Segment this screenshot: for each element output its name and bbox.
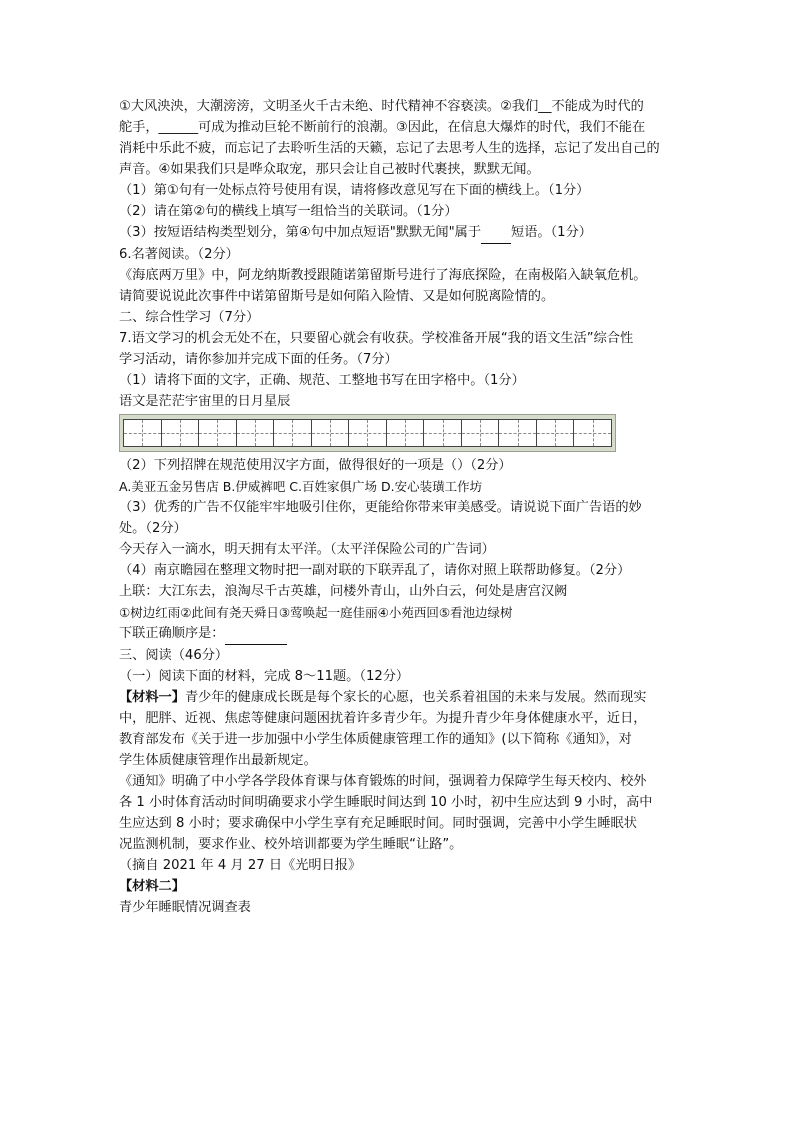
tianzige-cell[interactable] bbox=[462, 420, 500, 446]
tianzige-cell[interactable] bbox=[124, 420, 162, 446]
tianzige-cell[interactable] bbox=[199, 420, 237, 446]
tianzige-cell[interactable] bbox=[274, 420, 312, 446]
intro-line-3: 消耗中乐此不疲，而忘记了去聆听生活的天籁，忘记了去思考人生的选择，忘记了发出自己的 bbox=[119, 141, 660, 156]
q5-sub3-answer-blank[interactable] bbox=[481, 222, 511, 244]
ad-slogan: 今天存入一滴水，明天拥有太平洋。（太平洋保险公司的广告词） bbox=[119, 542, 495, 557]
material1-label: 【材料一】 bbox=[119, 690, 185, 705]
q7-sub4: （4）南京瞻园在整理文物时把一副对联的下联弄乱了，请你对照上联帮助修复。（2分） bbox=[119, 563, 631, 578]
notice-line-2: 各 1 小时体育活动时间明确要求小学生睡眠时间达到 10 小时，初中生应达到 9 小时，高中 bbox=[119, 795, 653, 810]
section2-heading: 二、综合性学习（7分） bbox=[119, 310, 260, 325]
survey-table-title: 青少年睡眠情况调查表 bbox=[119, 900, 251, 915]
q7-sub3-line-1: （3）优秀的广告不仅能牢牢地吸引住你，更能给你带来审美感受。请说说下面广告语的妙 bbox=[119, 500, 642, 515]
notice-line-3: 生应达到 8 小时；要求确保中小学生享有充足睡眠时间。同时强调，完善中小学生睡眠状 bbox=[119, 816, 637, 831]
section3-heading: 三、阅读（46分） bbox=[119, 648, 229, 663]
couplet-answer-blank[interactable] bbox=[225, 623, 287, 645]
tianzige-grid-frame bbox=[119, 414, 616, 452]
q7-line-1: 7.语文学习的机会无处不在，只要留心就会有收获。学校准备开展“我的语文生活”综合性 bbox=[119, 331, 634, 346]
q7-sub2-options: A.美亚五金另售店 B.伊威裤吧 C.百姓家俱广场 D.安心装璜工作坊 bbox=[119, 479, 483, 494]
q5-sub3-prefix: （3）按短语结构类型划分，第④句中加点短语"默默无闻"属于 bbox=[119, 225, 482, 240]
intro-line-2: 舵手，______可成为推动巨轮不断前行的浪潮。③因此，在信息大爆炸的时代，我们不能在 bbox=[119, 120, 646, 135]
source-citation: （摘自 2021 年 4 月 27 日《光明日报》 bbox=[119, 858, 362, 873]
tianzige-cell[interactable] bbox=[349, 420, 387, 446]
answer-prompt: 下联正确顺序是： bbox=[119, 626, 225, 641]
tianzige-cell[interactable] bbox=[424, 420, 462, 446]
tianzige-cell[interactable] bbox=[312, 420, 350, 446]
material1-line-4: 学生体质健康管理作出最新规定。 bbox=[119, 753, 317, 768]
q7-sub3-line-2: 处。（2分） bbox=[119, 521, 187, 536]
intro-line-1: ①大风泱泱，大潮滂滂，文明圣火千古未绝、时代精神不容亵渎。②我们__不能成为时代的 bbox=[119, 99, 644, 114]
tianzige-cell[interactable] bbox=[162, 420, 200, 446]
q7-sub1: （1）请将下面的文字，正确、规范、工整地书写在田字格中。（1分） bbox=[119, 373, 525, 388]
copy-text: 语文是茫茫宇宙里的日月星辰 bbox=[119, 394, 291, 409]
exam-page bbox=[119, 96, 679, 918]
q6-title: 6.名著阅读。（2分） bbox=[119, 247, 239, 262]
notice-line-1: 《通知》明确了中小学各学段体育课与体育锻炼的时间，强调着力保障学生每天校内、校外 bbox=[119, 774, 647, 789]
q5-sub3 bbox=[119, 222, 679, 244]
material1-text-1: 青少年的健康成长既是每个家长的心愿，也关系着祖国的未来与发展。然而现实 bbox=[184, 690, 647, 705]
material1-line-3: 教育部发布《关于进一步加强中小学生体质健康管理工作的通知》(以下简称《通知》，对 bbox=[119, 732, 632, 747]
couplet-fragments: ①树边红雨②此间有尧天舜日③莺唤起一庭佳丽④小苑西回⑤看池边绿树 bbox=[119, 605, 513, 620]
q6-line-2: 请简要说说此次事件中诺第留斯号是如何陷入险情、又是如何脱离险情的。 bbox=[119, 289, 555, 304]
notice-line-4: 况监测机制，要求作业、校外培训都要为学生睡眠“让路”。 bbox=[119, 837, 463, 852]
q5-sub2: （2）请在第②句的横线上填写一组恰当的关联词。（1分） bbox=[119, 204, 458, 219]
q5-sub3-suffix: 短语。（1分） bbox=[511, 225, 592, 240]
answer-prompt-line bbox=[119, 623, 679, 645]
q5-sub1: （1）第①句有一处标点符号使用有误，请将修改意见写在下面的横线上。（1分） bbox=[119, 183, 590, 198]
q6-line-1: 《海底两万里》中，阿龙纳斯教授跟随诺第留斯号进行了海底探险，在南极陷入缺氧危机。 bbox=[119, 268, 647, 283]
tianzige-cell[interactable] bbox=[237, 420, 275, 446]
material1-line-1 bbox=[119, 687, 679, 708]
tianzige-cell[interactable] bbox=[499, 420, 537, 446]
q7-line-2: 学习活动，请你参加并完成下面的任务。（7分） bbox=[119, 352, 398, 367]
upper-couplet: 上联：大江东去，浪淘尽千古英雄，问楼外青山，山外白云，何处是唐宫汉阙 bbox=[119, 584, 568, 599]
reading-part1: （一）阅读下面的材料，完成 8～11题。（12分） bbox=[119, 669, 410, 684]
material1-line-2: 中，肥胖、近视、焦虑等健康问题困扰着许多青少年。为提升青少年身体健康水平，近日， bbox=[119, 711, 647, 726]
material2-label: 【材料二】 bbox=[119, 879, 185, 894]
tianzige-cell[interactable] bbox=[574, 420, 611, 446]
tianzige-cell[interactable] bbox=[537, 420, 575, 446]
tianzige-cell[interactable] bbox=[387, 420, 425, 446]
tianzige-grid[interactable] bbox=[123, 419, 612, 447]
q7-sub2: （2）下列招牌在规范使用汉字方面，做得很好的一项是（）（2分） bbox=[119, 458, 512, 473]
intro-line-4: 声音。④如果我们只是哗众取宠，那只会让自己被时代裹挟，默默无闻。 bbox=[119, 162, 540, 177]
